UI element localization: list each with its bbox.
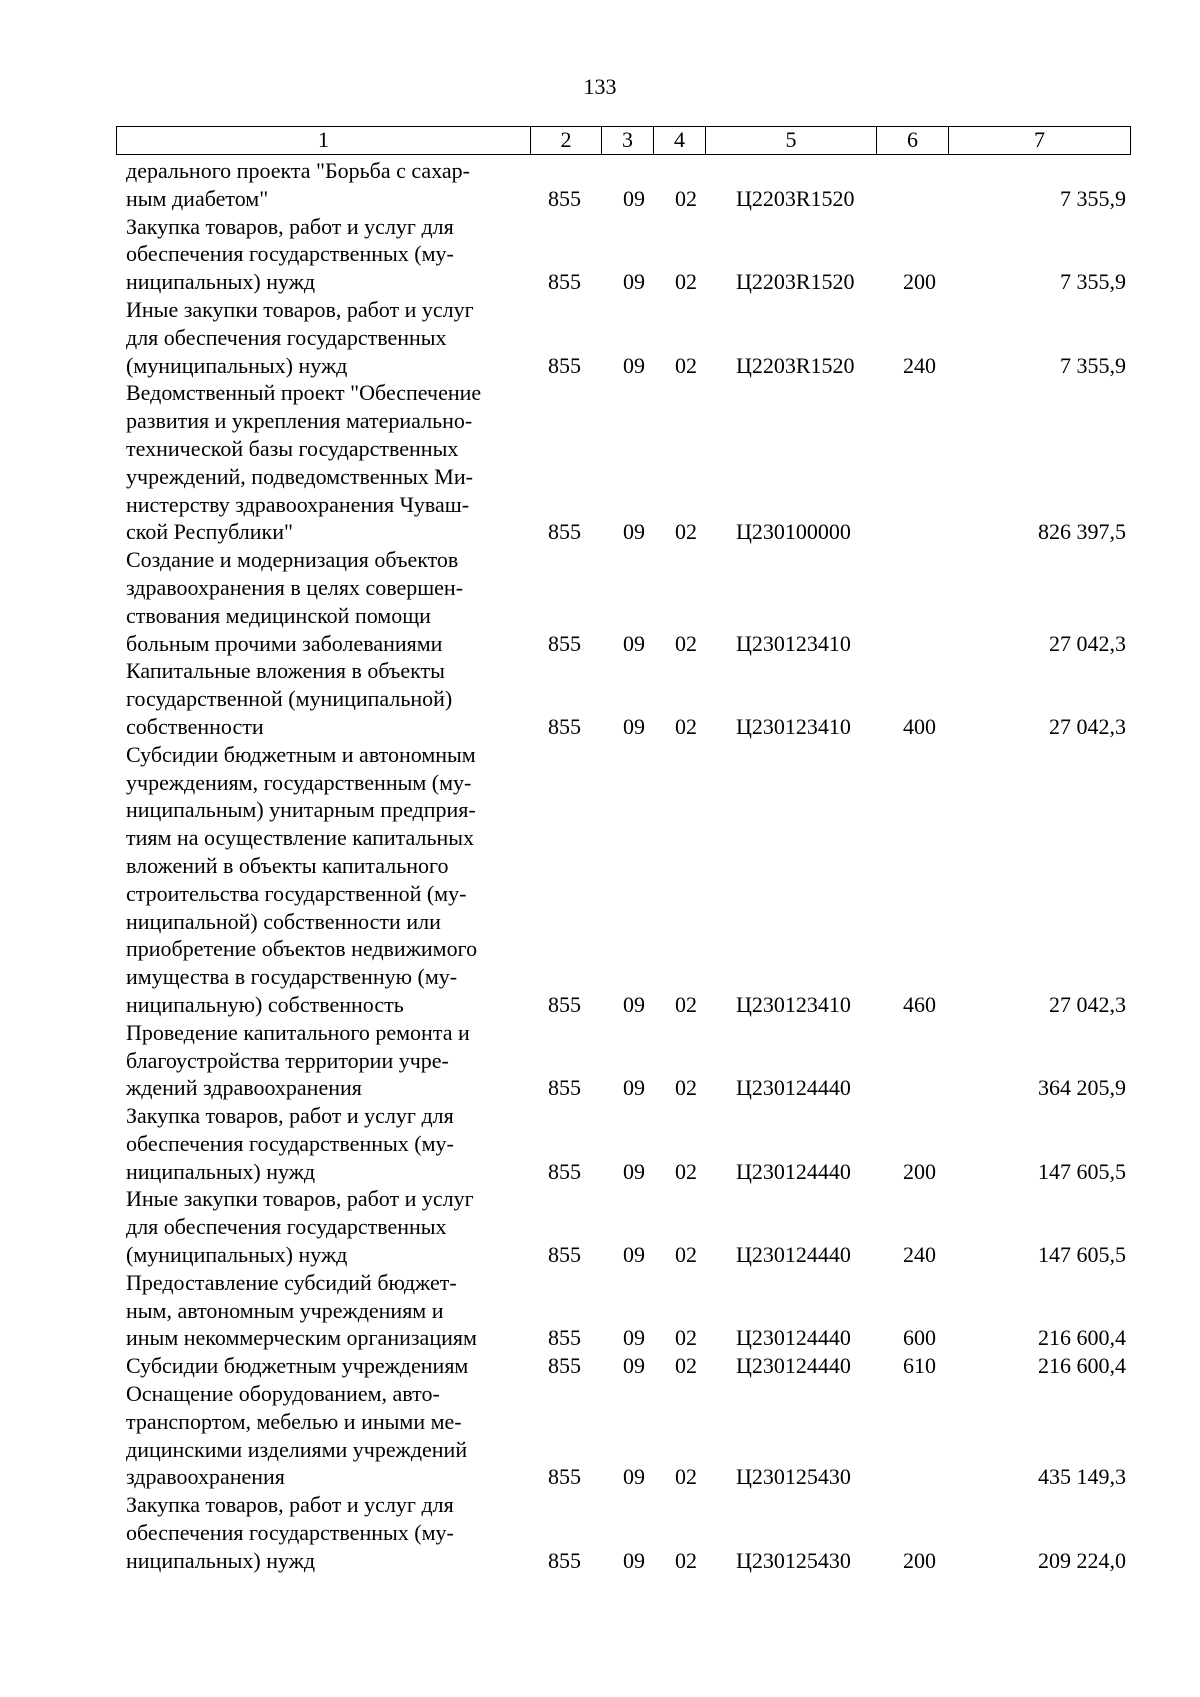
row-subsection-code: 02 [675,352,697,378]
row-target-article: Ц230125430 [736,1464,851,1490]
row-target-article: Ц230124440 [736,1242,851,1268]
row-section-code: 09 [623,519,645,545]
row-target-article: Ц2203R1520 [736,352,855,378]
row-subsection-code: 02 [675,269,697,295]
row-amount: 27 042,3 [1049,713,1126,739]
row-subsection-code: 02 [675,1075,697,1101]
row-description: Ведомственный проект "Обеспечение развития и укрепления материально- технической базы государственных учреждений, подведомственных Ми- нистерству здравоохранения Чуваш- ской Республики" [126,380,482,545]
column-header-6: 6 [877,127,949,154]
row-description: Проведение капитального ремонта и благоустройства территории учре- ждений здравоохранения [126,1019,470,1101]
row-subsection-code: 02 [675,1242,697,1268]
table-row [126,1102,1126,1185]
row-amount: 7 355,9 [1060,269,1126,295]
row-subsection-code: 02 [675,185,697,211]
row-section-code: 09 [623,630,645,656]
row-expense-type: 240 [903,1242,936,1268]
row-grbs-code: 855 [548,1158,581,1184]
table-row [126,296,1126,379]
row-description: Закупка товаров, работ и услуг для обеспечения государственных (му- ниципальных) нужд [126,213,454,295]
table-body [126,157,1126,1575]
row-section-code: 09 [623,1547,645,1573]
row-subsection-code: 02 [675,519,697,545]
row-expense-type: 200 [903,269,936,295]
row-grbs-code: 855 [548,1353,581,1379]
column-header-3: 3 [602,127,654,154]
row-description: Иные закупки товаров, работ и услуг для обеспечения государственных (муниципальных) нужд [126,296,474,378]
table-row [126,741,1126,1019]
row-section-code: 09 [623,1158,645,1184]
row-description: Субсидии бюджетным учреждениям [126,1353,469,1379]
row-section-code: 09 [623,1075,645,1101]
row-grbs-code: 855 [548,1075,581,1101]
row-amount: 7 355,9 [1060,185,1126,211]
row-grbs-code: 855 [548,1242,581,1268]
row-grbs-code: 855 [548,1325,581,1351]
row-target-article: Ц2203R1520 [736,269,855,295]
column-header-5: 5 [706,127,877,154]
row-target-article: Ц230100000 [736,519,851,545]
row-subsection-code: 02 [675,630,697,656]
row-subsection-code: 02 [675,1464,697,1490]
row-amount: 216 600,4 [1038,1325,1126,1351]
row-grbs-code: 855 [548,713,581,739]
row-amount: 27 042,3 [1049,630,1126,656]
row-target-article: Ц2203R1520 [736,185,855,211]
column-header-4: 4 [654,127,706,154]
row-description: Иные закупки товаров, работ и услуг для обеспечения государственных (муниципальных) нужд [126,1186,474,1268]
table-row [126,1380,1126,1491]
row-subsection-code: 02 [675,713,697,739]
row-target-article: Ц230124440 [736,1158,851,1184]
table-header [116,126,1131,155]
row-description: Закупка товаров, работ и услуг для обеспечения государственных (му- ниципальных) нужд [126,1492,454,1573]
row-amount: 216 600,4 [1038,1353,1126,1379]
table-row [126,1019,1126,1102]
row-description: Оснащение оборудованием, авто- транспортом, мебелью и иными ме- дицинскими изделиями учреждений здравоохранения [126,1381,468,1490]
row-amount: 147 605,5 [1038,1242,1126,1268]
row-section-code: 09 [623,991,645,1017]
row-amount: 147 605,5 [1038,1158,1126,1184]
row-target-article: Ц230123410 [736,991,851,1017]
table-row [126,1491,1126,1574]
row-target-article: Ц230123410 [736,713,851,739]
row-description: дерального проекта "Борьба с сахар- ным диабетом" [126,158,470,211]
row-section-code: 09 [623,1325,645,1351]
row-subsection-code: 02 [675,1158,697,1184]
row-section-code: 09 [623,185,645,211]
row-expense-type: 200 [903,1547,936,1573]
row-section-code: 09 [623,1464,645,1490]
row-description: Субсидии бюджетным и автономным учреждениям, государственным (му- ниципальным) унитарным предприя- тиям на осуществление капитальных вложений в объекты капитального строительства государственной (му- ниципальной) собственности или приобретение объектов недвижимого имущества в государственную (му- ниципальную) собственность [126,741,478,1017]
row-description: Закупка товаров, работ и услуг для обеспечения государственных (му- ниципальных) нужд [126,1103,454,1184]
row-expense-type: 610 [903,1353,936,1379]
row-amount: 435 149,3 [1038,1464,1126,1490]
row-amount: 209 224,0 [1038,1547,1126,1573]
row-expense-type: 240 [903,352,936,378]
row-expense-type: 400 [903,713,936,739]
row-subsection-code: 02 [675,1547,697,1573]
row-grbs-code: 855 [548,185,581,211]
table-row [126,546,1126,657]
row-target-article: Ц230124440 [736,1075,851,1101]
row-expense-type: 460 [903,991,936,1017]
column-header-1: 1 [117,127,531,154]
row-section-code: 09 [623,713,645,739]
page-number: 133 [583,74,617,99]
row-amount: 27 042,3 [1049,991,1126,1017]
row-subsection-code: 02 [675,1353,697,1379]
row-expense-type: 200 [903,1158,936,1184]
row-target-article: Ц230123410 [736,630,851,656]
table-row [126,1352,1126,1380]
table-row [126,1185,1126,1268]
row-grbs-code: 855 [548,991,581,1017]
row-grbs-code: 855 [548,352,581,378]
row-description: Предоставление субсидий бюджет- ным, автономным учреждениям и иным некоммерческим организациям [126,1269,477,1351]
row-target-article: Ц230124440 [736,1353,851,1379]
row-amount: 364 205,9 [1038,1075,1126,1101]
table-row [126,157,1126,213]
row-section-code: 09 [623,1242,645,1268]
table-row [126,657,1126,740]
row-amount: 7 355,9 [1060,352,1126,378]
row-description: Создание и модернизация объектов здравоохранения в целях совершен- ствования медицинской помощи больным прочими заболеваниями [126,547,464,656]
row-target-article: Ц230124440 [736,1325,851,1351]
row-section-code: 09 [623,352,645,378]
row-description: Капитальные вложения в объекты государственной (муниципальной) собственности [126,658,453,739]
table-row [126,213,1126,296]
table-row [126,1269,1126,1352]
row-section-code: 09 [623,269,645,295]
row-subsection-code: 02 [675,991,697,1017]
row-expense-type: 600 [903,1325,936,1351]
row-section-code: 09 [623,1353,645,1379]
column-header-2: 2 [531,127,602,154]
row-amount: 826 397,5 [1038,519,1126,545]
row-grbs-code: 855 [548,519,581,545]
row-subsection-code: 02 [675,1325,697,1351]
column-header-7: 7 [1034,127,1045,152]
row-grbs-code: 855 [548,269,581,295]
row-target-article: Ц230125430 [736,1547,851,1573]
row-grbs-code: 855 [548,1547,581,1573]
row-grbs-code: 855 [548,630,581,656]
table-row [126,379,1126,546]
row-grbs-code: 855 [548,1464,581,1490]
